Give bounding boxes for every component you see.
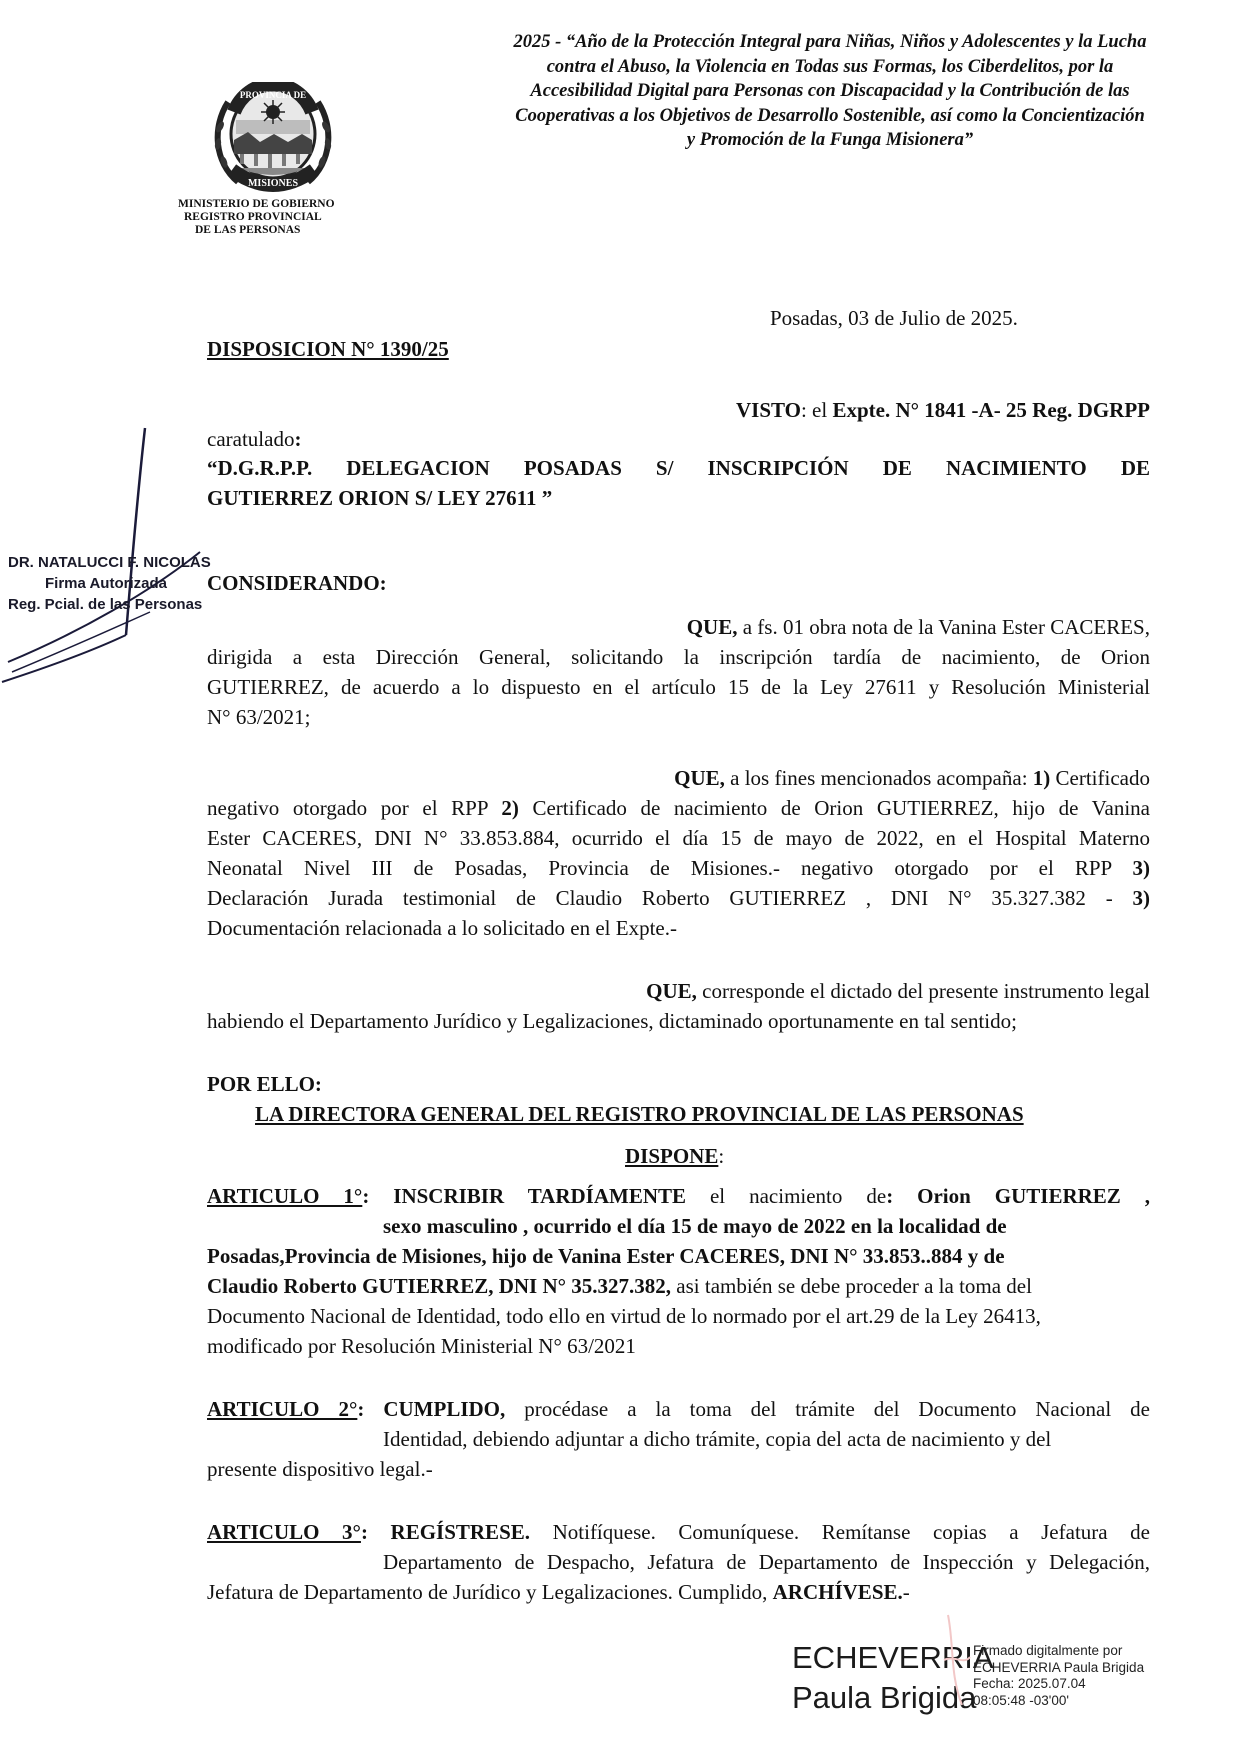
article-action: INSCRIBIR TARDÍAMENTE (369, 1184, 687, 1208)
que2-text: Declaración Jurada testimonial de Claudio Roberto GUTIERREZ , DNI N° 35.327.382 - (207, 886, 1133, 910)
que2-text: negativo otorgado por el RPP (207, 796, 502, 820)
visto-text: : el (800, 398, 833, 422)
stamp-line: Firma Autorizada (45, 575, 167, 592)
article-text: Claudio Roberto GUTIERREZ, DNI N° 35.327.382, (207, 1274, 672, 1298)
article-colon: : (357, 1397, 365, 1421)
province-seal-logo (208, 82, 338, 194)
article-3-line: Departamento de Despacho, Jefatura de Departamento de Inspección y Delegación, (383, 1550, 1150, 1574)
caratulado-line (207, 424, 301, 454)
ministry-line: DE LAS PERSONAS (195, 224, 301, 236)
ministry-line: REGISTRO PROVINCIAL (184, 211, 322, 223)
visto-line (665, 395, 1150, 425)
que2-text: a los fines mencionados acompaña: (724, 766, 1033, 790)
seal-bottom-text: MISIONES (247, 178, 299, 189)
que1-first-line (645, 612, 1150, 642)
que3-line: habiendo el Departamento Jurídico y Legalizaciones, dictaminado oportunamente en tal sentido; (207, 1009, 1017, 1033)
case-title-line-1: “D.G.R.P.P. DELEGACION POSADAS S/ INSCRIPCIÓN DE NACIMIENTO DE (207, 456, 1150, 480)
signature-info-line: Fecha: 2025.07.04 (973, 1676, 1086, 1691)
que2-line: Ester CACERES, DNI N° 33.853.884, ocurrido el día 15 de mayo de 2022, en el Hospital Materno (207, 826, 1150, 850)
article-text: : Orion GUTIERREZ , (886, 1184, 1151, 1208)
ministry-heading (178, 198, 335, 237)
article-text: el nacimiento de (686, 1184, 887, 1208)
que1-line: dirigida a esta Dirección General, solicitando la inscripción tardía de nacimiento, de Orion (207, 645, 1150, 669)
article-label: ARTICULO 1° (207, 1184, 363, 1208)
article-text: asi también se debe proceder a la toma del (671, 1274, 1032, 1298)
que2-first-line (620, 763, 1150, 793)
caratulado-label: caratulado (207, 427, 295, 451)
dispone-colon: : (718, 1144, 725, 1168)
expediente-number: Expte. N° 1841 -A- 25 Reg. DGRPP (832, 398, 1150, 422)
article-2-first-line (207, 1394, 1150, 1424)
ministry-line: MINISTERIO DE GOBIERNO (178, 198, 335, 210)
item-number: 3) (1132, 856, 1150, 880)
article-3-first-line (207, 1517, 1150, 1547)
item-number: 3) (1132, 886, 1150, 910)
digital-signature-info (973, 1643, 1144, 1709)
authorization-stamp (8, 552, 211, 615)
que-label: QUE, (686, 615, 738, 639)
item-number: 1) (1032, 766, 1051, 790)
article-3-line (207, 1577, 910, 1607)
que1-line: N° 63/2021; (207, 705, 311, 729)
article-1-line: Documento Nacional de Identidad, todo ello en virtud de lo normado por el art.29 de la Ley 26413, (207, 1304, 1041, 1328)
directora-heading: LA DIRECTORA GENERAL DEL REGISTRO PROVINCIAL DE LAS PERSONAS (255, 1102, 1024, 1126)
que2-text: Neonatal Nivel III de Posadas, Provincia de Misiones.- negativo otorgado por el RPP (207, 856, 1133, 880)
visto-label: VISTO (735, 398, 801, 422)
que2-text: Certificado (1050, 766, 1150, 790)
que2-line: Documentación relacionada a lo solicitado en el Expte.- (207, 916, 677, 940)
motto-line: Cooperativas a los Objetivos de Desarrollo Sostenible, así como la Concientización (515, 105, 1145, 126)
motto-line: contra el Abuso, la Violencia en Todas sus Formas, los Ciberdelitos, por la (546, 56, 1114, 77)
article-2-line: presente dispositivo legal.- (207, 1457, 433, 1481)
que2-text: Certificado de nacimiento de Orion GUTIERREZ, hijo de Vanina (518, 796, 1150, 820)
article-1-first-line (207, 1181, 1150, 1211)
article-1-line (207, 1271, 1032, 1301)
article-colon: : (362, 1184, 370, 1208)
motto-line: y Promoción de la Funga Misionera” (686, 130, 974, 150)
seal-top-text: PROVINCIA DE (239, 90, 307, 100)
article-action: CUMPLIDO, (364, 1397, 506, 1421)
item-number: 2) (501, 796, 519, 820)
que2-line (207, 883, 1150, 913)
article-colon: : (360, 1520, 368, 1544)
signature-info-line: ECHEVERRIA Paula Brigida (973, 1659, 1145, 1675)
que3-text: corresponde el dictado del presente instrumento legal (696, 979, 1150, 1003)
dispone-heading (625, 1141, 724, 1171)
por-ello-heading: POR ELLO: (207, 1072, 322, 1096)
signature-mark-icon (940, 1605, 974, 1715)
que-label: QUE, (646, 979, 697, 1003)
article-text: Notifíquese. Comuníquese. Remítanse copias a Jefatura de (530, 1520, 1151, 1544)
article-1-line: sexo masculino , ocurrido el día 15 de mayo de 2022 en la localidad de (383, 1214, 1007, 1238)
signature-info-line: 08:05:48 -03'00' (973, 1692, 1069, 1708)
article-1-line: Posadas,Provincia de Misiones, hijo de Vanina Ester CACERES, DNI N° 33.853..884 y de (207, 1244, 1005, 1268)
que2-line (207, 853, 1150, 883)
article-1-line: modificado por Resolución Ministerial N° 63/2021 (207, 1334, 636, 1358)
article-label: ARTICULO 3° (207, 1520, 361, 1544)
disposition-number: DISPOSICION N° 1390/25 (207, 337, 449, 361)
que1-text: a fs. 01 obra nota de la Vanina Ester CACERES, (737, 615, 1150, 639)
article-label: ARTICULO 2° (207, 1397, 358, 1421)
article-action: ARCHÍVESE. (772, 1580, 903, 1604)
que2-line (207, 793, 1150, 823)
que1-line: GUTIERREZ, de acuerdo a lo dispuesto en el artículo 15 de la Ley 27611 y Resolución Ministerial (207, 675, 1150, 699)
que-label: QUE, (674, 766, 725, 790)
place-date: Posadas, 03 de Julio de 2025. (770, 306, 1018, 330)
stamp-line: Reg. Pcial. de las Personas (8, 596, 203, 613)
caratulado-colon: : (294, 427, 302, 451)
article-2-line: Identidad, debiendo adjuntar a dicho trámite, copia del acta de nacimiento y del (383, 1427, 1052, 1451)
signature-info-line: Firmado digitalmente por (973, 1643, 1123, 1658)
que3-first-line (590, 976, 1150, 1006)
article-text: - (902, 1580, 910, 1604)
year-motto (490, 30, 1170, 153)
motto-line: Accesibilidad Digital para Personas con Discapacidad y la Contribución de las (530, 81, 1130, 101)
stamp-line: DR. NATALUCCI F. NICOLAS (8, 554, 211, 571)
signer-surname: ECHEVERRIA (792, 1640, 994, 1675)
considerando-heading: CONSIDERANDO: (207, 571, 387, 595)
article-text: Jefatura de Departamento de Jurídico y Legalizaciones. Cumplido, (207, 1580, 773, 1604)
article-text: procédase a la toma del trámite del Documento Nacional de (505, 1397, 1150, 1421)
dispone-label: DISPONE (625, 1144, 719, 1168)
signer-given-names: Paula Brigida (792, 1680, 977, 1715)
article-action: REGÍSTRESE. (367, 1520, 531, 1544)
motto-line: 2025 - “Año de la Protección Integral para Niñas, Niños y Adolescentes y la Lucha (513, 32, 1147, 52)
case-title-line-2: GUTIERREZ ORION S/ LEY 27611 ” (207, 486, 553, 510)
